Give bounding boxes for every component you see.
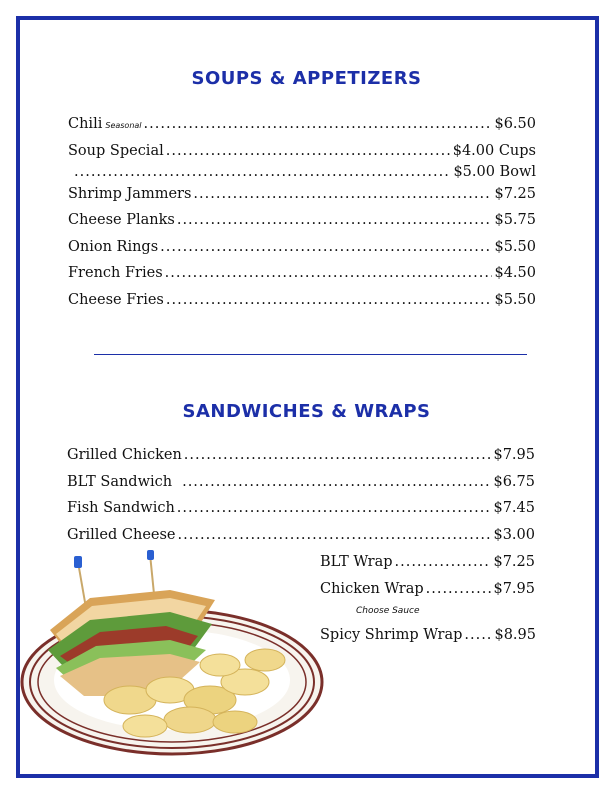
leader-dots — [166, 292, 493, 308]
item-name: BLT Sandwich — [67, 474, 173, 490]
menu-item — [67, 500, 535, 516]
item-name: Onion Rings — [68, 239, 159, 255]
item-note: Seasonal — [105, 121, 142, 130]
item-name: Spicy Shrimp Wrap — [320, 627, 463, 643]
menu-item — [68, 292, 536, 308]
menu-item — [320, 554, 535, 570]
item-price: $6.75 — [493, 474, 535, 490]
item-name: Shrimp Jammers — [68, 186, 192, 202]
item-name: Soup Special — [68, 143, 164, 159]
menu-item — [68, 212, 536, 228]
menu-item — [68, 143, 536, 159]
item-name: Cheese Fries — [68, 292, 164, 308]
menu-item — [67, 447, 535, 463]
sandwich-plate-image — [20, 550, 330, 760]
item-name: Chicken Wrap — [320, 581, 424, 597]
item-price: $5.50 — [494, 239, 536, 255]
item-name: French Fries — [68, 265, 163, 281]
item-price: $7.95 — [493, 581, 535, 597]
item-name: Grilled Cheese — [67, 527, 176, 543]
item-price: $5.00 Bowl — [453, 164, 536, 180]
leader-dots — [464, 627, 492, 643]
menu-item — [67, 474, 535, 490]
menu-item — [320, 627, 536, 643]
leader-dots — [177, 500, 492, 516]
leader-dots — [166, 143, 451, 159]
menu-item — [67, 527, 535, 543]
leader-dots — [144, 116, 493, 132]
item-price: $7.45 — [493, 500, 535, 516]
item-price: $8.95 — [494, 627, 536, 643]
section-divider — [94, 354, 527, 355]
leader-dots — [160, 239, 492, 255]
item-price: $4.50 — [494, 265, 536, 281]
item-price: $7.95 — [493, 447, 535, 463]
leader-dots — [165, 265, 493, 281]
soups-section-title: SOUPS & APPETIZERS — [191, 68, 422, 89]
menu-item — [72, 164, 536, 180]
item-price: $6.50 — [494, 116, 536, 132]
menu-item — [68, 239, 536, 255]
item-name: Fish Sandwich — [67, 500, 175, 516]
item-name: Chili — [68, 116, 103, 132]
item-name: BLT Wrap — [320, 554, 393, 570]
item-price: $3.00 — [493, 527, 535, 543]
item-name: Grilled Chicken — [67, 447, 182, 463]
menu-item — [68, 265, 536, 281]
leader-dots — [182, 474, 491, 490]
menu-item — [68, 186, 536, 202]
leader-dots — [74, 164, 451, 180]
item-price: $4.00 Cups — [452, 143, 536, 159]
leader-dots — [184, 447, 492, 463]
sandwiches-section-title: SANDWICHES & WRAPS — [182, 401, 431, 422]
leader-dots — [426, 581, 492, 597]
choose-sauce-note: Choose Sauce — [356, 606, 420, 616]
item-price: $7.25 — [493, 554, 535, 570]
item-price: $5.50 — [494, 292, 536, 308]
leader-dots — [395, 554, 492, 570]
item-name: Cheese Planks — [68, 212, 175, 228]
item-price: $5.75 — [494, 212, 536, 228]
leader-dots — [193, 186, 492, 202]
leader-dots — [177, 212, 493, 228]
menu-item — [320, 581, 535, 597]
menu-item — [68, 116, 536, 132]
leader-dots — [178, 527, 492, 543]
item-price: $7.25 — [494, 186, 536, 202]
